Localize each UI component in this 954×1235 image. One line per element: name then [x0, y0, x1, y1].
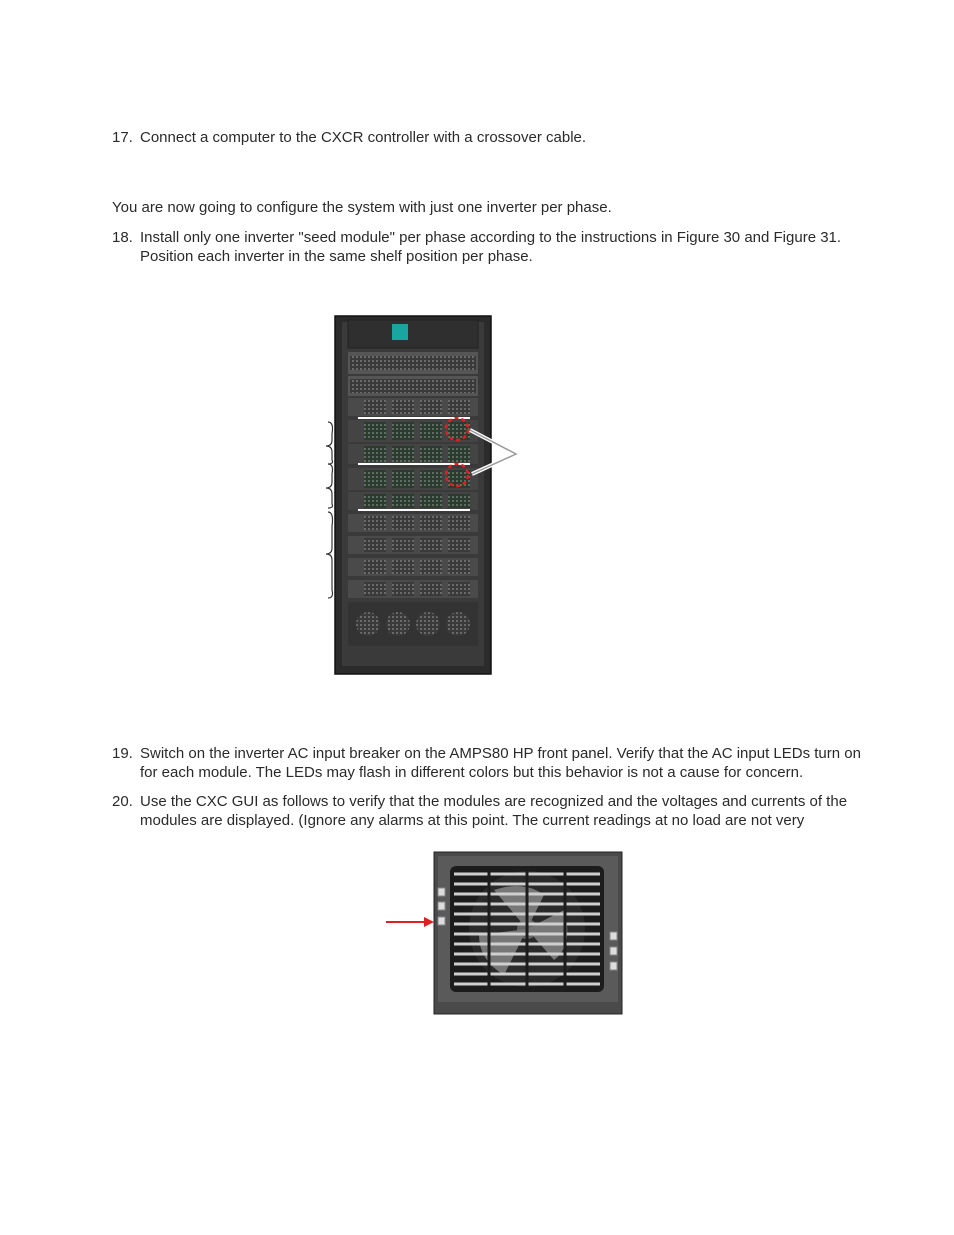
- led-indicator: [438, 902, 445, 910]
- step-text: Connect a computer to the CXCR controller with a crossover cable.: [140, 129, 587, 146]
- led-indicator: [610, 932, 617, 940]
- intro-paragraph: You are now going to configure the system with just one inverter per phase.: [112, 199, 612, 216]
- step-20: [112, 792, 872, 830]
- controller-indicator: [392, 324, 408, 340]
- step-19: [112, 744, 872, 782]
- module-figure: [384, 850, 628, 1020]
- ac-input-led: [438, 917, 445, 925]
- phase-brace: [326, 512, 333, 598]
- step-number: 17.: [112, 129, 133, 146]
- step-number: 20.: [112, 793, 133, 810]
- step-text: Install only one inverter "seed module" per phase according to the instructions in Figure 30 and Figure 31. Position each inverter in the same shelf position per phase.: [140, 229, 842, 265]
- rack-figure: [320, 312, 530, 678]
- led-indicator: [610, 962, 617, 970]
- shelf-group: [348, 398, 478, 598]
- phase-brace: [326, 422, 333, 464]
- red-arrow-icon: [386, 917, 434, 927]
- step-text: Use the CXC GUI as follows to verify that the modules are recognized and the voltages and currents of the modules are displayed. (Ignore any alarms at this point. The current readings at no load are not very: [140, 793, 848, 829]
- step-17: [112, 128, 872, 147]
- step-number: 18.: [112, 229, 133, 246]
- step-18: [112, 228, 872, 266]
- led-indicator: [438, 888, 445, 896]
- step-number: 19.: [112, 745, 133, 762]
- step-text: Switch on the inverter AC input breaker on the AMPS80 HP front panel. Verify that the AC input LEDs turn on for each module. The LEDs may flash in different colors but this behavior is not a cause for concern.: [140, 745, 861, 781]
- led-indicator: [610, 947, 617, 955]
- phase-brace: [326, 464, 333, 508]
